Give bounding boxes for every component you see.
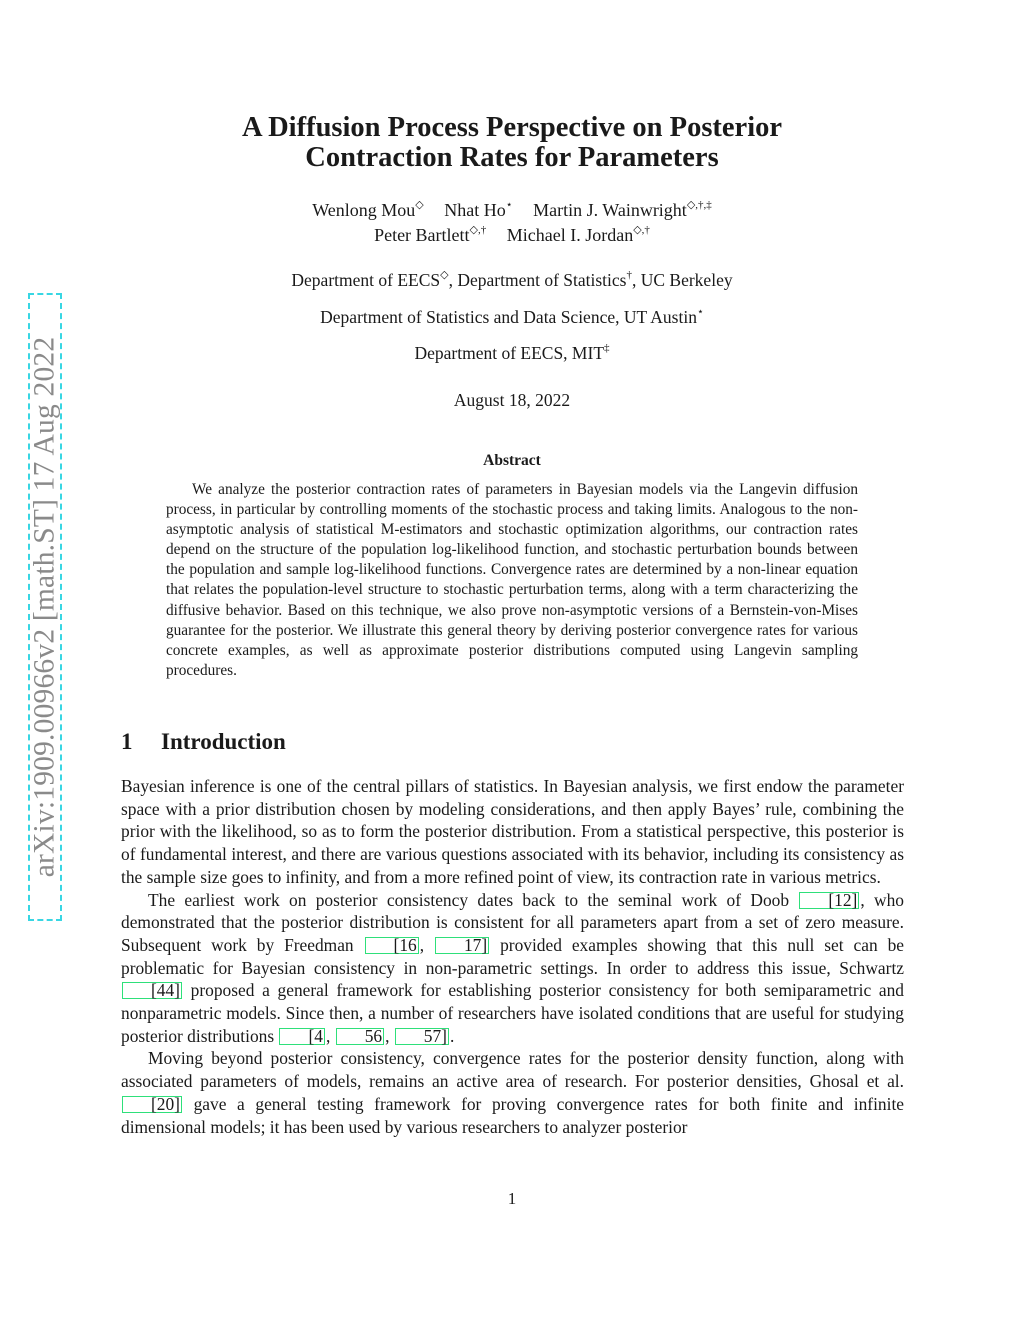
paragraph: The earliest work on posterior consistency dates back to the seminal work of Doob [12] , who demonstrated that the posterior distribution is consistent for all parameters apart from a set of zero measure. Subsequent work by Freedman [16 , 17] provided examples showing that this null set can be problematic for Bayesian consistency in non-parametric settings. In order to address this issue, Schwartz [44] proposed a general framework for establishing posterior consistency for both semiparametric and nonparametric models. Since then, a number of researchers have isolated conditions that are useful for studying posterior distributions [4 , 56 , 57] .	[121, 889, 904, 1046]
arxiv-identifier: arXiv:1909.00966v2 [math.ST] 17 Aug 2022	[28, 336, 61, 878]
author: Martin J. Wainwright◇,†,‡	[533, 199, 712, 220]
abstract-heading: Abstract	[483, 452, 541, 469]
author-list	[0, 198, 1024, 248]
title-line-2: Contraction Rates for Parameters	[305, 142, 719, 173]
affiliation-ut-austin: Department of Statistics and Data Science, UT Austin⋆	[320, 306, 704, 327]
author: Wenlong Mou◇	[312, 199, 424, 220]
citation-link[interactable]: [44]	[122, 982, 182, 999]
paper-title	[0, 113, 1024, 173]
citation-link[interactable]: [20]	[122, 1096, 182, 1113]
page-number: 1	[507, 1189, 517, 1208]
paragraph: Moving beyond posterior consistency, convergence rates for the posterior density function, along with associated parameters of models, remains an active area of research. For posterior densities, Ghosal et al. [20] gave a general testing framework for proving convergence rates for both finite and infinite dimensional models; it has been used by various researchers to analyzer posterior	[121, 1048, 904, 1137]
citation-link[interactable]: 57]	[395, 1028, 449, 1045]
abstract-text: We analyze the posterior contraction rates of parameters in Bayesian models via the Langevin diffusion process, in particular by controlling moments of the stochastic process and taking limits. Analogous to the non-asymptotic analysis of statistical M-estimators and stochastic optimization algorithms, our contraction rates depend on the structure of the population log-likelihood function, and stochastic perturbation bounds between the population and sample log-likelihood functions. Convergence rates are determined by a non-linear equation that relates the population-level structure to stochastic perturbation terms, along with a term characterizing the diffusive behavior. Based on this technique, we also prove non-asymptotic versions of a Bernstein-von-Mises guarantee for the posterior. We illustrate this general theory by deriving posterior convergence rates for various concrete examples, as well as approximate posterior distributions computed using Langevin sampling procedures.	[166, 481, 858, 679]
citation-link[interactable]: [12]	[799, 892, 859, 909]
citation-link[interactable]: 17]	[435, 937, 489, 954]
author: Michael I. Jordan◇,†	[506, 224, 650, 245]
title-line-1: A Diffusion Process Perspective on Posterior	[241, 112, 783, 143]
section-title: Introduction	[161, 729, 286, 754]
body-text	[121, 775, 904, 1138]
affiliation-berkeley: Department of EECS◇, Department of Statistics†, UC Berkeley	[291, 269, 733, 290]
citation-link[interactable]: [16	[365, 937, 419, 954]
section-number: 1	[121, 729, 133, 754]
arxiv-stamp	[28, 293, 62, 921]
paragraph: Bayesian inference is one of the central pillars of statistics. In Bayesian analysis, we first endow the parameter space with a prior distribution chosen by modeling considerations, and then apply Bayes’ rule, combining the prior with the likelihood, so as to form the posterior distribution. From a statistical perspective, this posterior is of fundamental interest, and there are various questions associated with its behavior, including its consistency as the sample size goes to infinity, and from a more refined point of view, its contraction rate in various metrics.	[121, 776, 904, 887]
affiliation-mit: Department of EECS, MIT‡	[414, 342, 610, 363]
citation-link[interactable]: [4	[279, 1028, 325, 1045]
citation-link[interactable]: 56	[336, 1028, 384, 1045]
section-heading	[121, 729, 286, 755]
author: Nhat Ho⋆	[444, 199, 513, 220]
author: Peter Bartlett◇,†	[374, 224, 487, 245]
paper-date: August 18, 2022	[453, 390, 571, 410]
